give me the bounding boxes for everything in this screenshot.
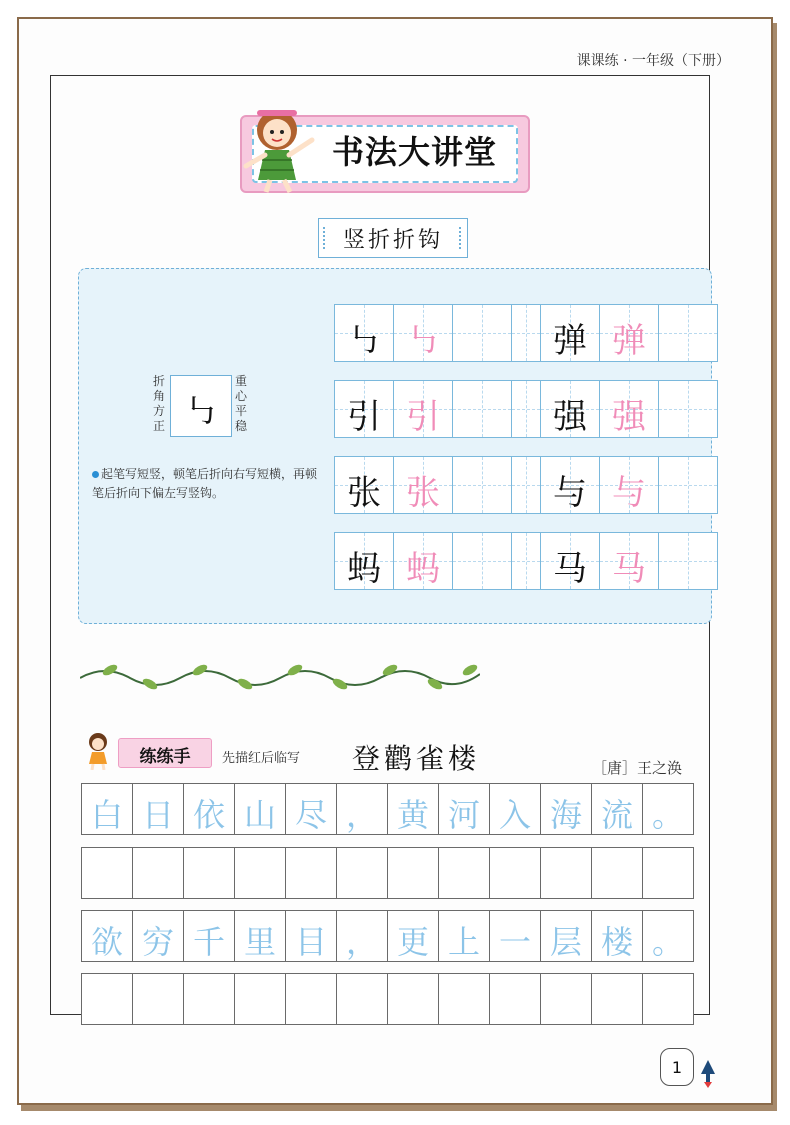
grid-cell-blank (658, 304, 718, 362)
poem-trace-character: ， (345, 796, 378, 834)
poem-grid-cell (438, 973, 490, 1025)
poem-grid-cell (336, 783, 388, 835)
poem-trace-character: 白 (90, 796, 123, 834)
poem-grid-cell (387, 783, 439, 835)
practice-label-text: 练练手 (139, 747, 191, 767)
poem-grid-cell (183, 910, 235, 962)
demo-stroke-char: ㇉ (184, 392, 218, 432)
poem-grid-cell (183, 847, 235, 899)
trace-character: 张 (406, 473, 440, 513)
practice-grid-row (335, 532, 718, 590)
page-number-box (660, 1048, 694, 1086)
grid-cell-left-trace (393, 532, 453, 590)
poem-grid-cell (183, 973, 235, 1025)
poem-grid-cell (489, 847, 541, 899)
grid-cell-blank (658, 532, 718, 590)
poem-grid-cell (540, 783, 592, 835)
trace-character: 强 (612, 397, 646, 437)
poem-grid-cell (540, 973, 592, 1025)
grid-cell-left-char (334, 456, 394, 514)
poem-author: ［唐］王之涣 (592, 759, 683, 777)
practice-grid-row (335, 380, 718, 438)
poem-trace-character: 黄 (396, 796, 429, 834)
poem-grid-cell (132, 910, 184, 962)
banner-title: 书法大讲堂 (332, 133, 498, 171)
model-character: 引 (347, 397, 381, 437)
grid-cell-left-char (334, 380, 394, 438)
poem-blank-row (82, 847, 694, 899)
poem-grid-cell (540, 910, 592, 962)
stroke-title: 竖折折钩 (342, 228, 443, 253)
vine-divider-icon (80, 662, 480, 690)
grid-cell-left-trace (393, 380, 453, 438)
poem-trace-character: 入 (498, 796, 531, 834)
grid-cell-blank (452, 456, 512, 514)
poem-trace-character: 上 (447, 923, 480, 961)
poem-grid-cell (642, 847, 694, 899)
grid-cell-left-char (334, 532, 394, 590)
poem-grid-cell (132, 847, 184, 899)
model-character: 张 (347, 473, 381, 513)
poem-grid-cell (438, 783, 490, 835)
stroke-title-box (318, 218, 468, 258)
model-character: 强 (553, 397, 587, 437)
poem-grid-cell (132, 783, 184, 835)
poem-trace-row (82, 910, 694, 962)
grid-cell-blank (658, 456, 718, 514)
grid-cell-blank (511, 380, 541, 438)
poem-trace-character: 流 (600, 796, 633, 834)
poem-grid-cell (81, 847, 133, 899)
poem-trace-character: 楼 (600, 923, 633, 961)
poem-trace-character: 依 (192, 796, 225, 834)
poem-trace-character: 层 (549, 923, 582, 961)
poem-trace-row (82, 783, 694, 835)
poem-grid-cell (642, 910, 694, 962)
poem-grid-cell (540, 847, 592, 899)
poem-trace-character: 尽 (294, 796, 327, 834)
title-deco-right (459, 227, 467, 249)
grid-cell-right-char (540, 456, 600, 514)
poem-grid-cell (234, 783, 286, 835)
practice-instruction: 先描红后临写 (222, 751, 301, 766)
poem-trace-character: 千 (192, 923, 225, 961)
grid-cell-blank (452, 380, 512, 438)
trace-character: 与 (612, 473, 646, 513)
model-character: 蚂 (347, 549, 381, 589)
poem-grid-cell (183, 783, 235, 835)
poem-grid-cell (336, 973, 388, 1025)
grid-cell-right-trace (599, 456, 659, 514)
grid-cell-blank (511, 304, 541, 362)
poem-trace-character: 穷 (141, 923, 174, 961)
poem-grid-cell (489, 783, 541, 835)
right-note: 重心平稳 (234, 374, 247, 433)
poem-title: 登鹳雀楼 (352, 742, 481, 775)
poem-trace-character: 一 (498, 923, 531, 961)
model-character: 弹 (553, 321, 587, 361)
poem-grid-cell (438, 847, 490, 899)
poem-grid-cell (489, 910, 541, 962)
poem-grid-cell (81, 973, 133, 1025)
trace-character: 蚂 (406, 549, 440, 589)
tip-text: 起笔写短竖，顿笔后折向右写短横，再顿笔后折向下偏左写竖钩。 (92, 467, 318, 500)
grid-cell-blank (452, 532, 512, 590)
grid-cell-blank (511, 456, 541, 514)
poem-grid-cell (387, 973, 439, 1025)
poem-grid-cell (234, 847, 286, 899)
poem-grid-cell (132, 973, 184, 1025)
trace-character: ㇉ (406, 321, 440, 361)
trace-character: 引 (406, 397, 440, 437)
poem-trace-character: 目 (294, 923, 327, 961)
grid-cell-blank (452, 304, 512, 362)
bullet-icon (92, 471, 99, 478)
poem-grid-cell (81, 783, 133, 835)
demo-stroke-box (170, 375, 232, 437)
trace-character: 马 (612, 549, 646, 589)
grid-cell-right-trace (599, 532, 659, 590)
grid-cell-left-char (334, 304, 394, 362)
poem-trace-character: 。 (651, 796, 684, 834)
grid-cell-blank (511, 532, 541, 590)
poem-trace-character: 日 (141, 796, 174, 834)
poem-grid-cell (336, 910, 388, 962)
grid-cell-right-trace (599, 380, 659, 438)
grid-cell-left-trace (393, 456, 453, 514)
poem-trace-character: 里 (243, 923, 276, 961)
poem-grid-cell (285, 847, 337, 899)
poem-trace-character: 河 (447, 796, 480, 834)
grid-cell-blank (658, 380, 718, 438)
poem-grid-cell (489, 973, 541, 1025)
poem-trace-character: 山 (243, 796, 276, 834)
poem-grid-cell (81, 910, 133, 962)
poem-trace-character: 。 (651, 923, 684, 961)
page-number: 1 (671, 1058, 683, 1077)
poem-grid-cell (285, 783, 337, 835)
poem-grid-cell (591, 973, 643, 1025)
poem-grid-cell (642, 973, 694, 1025)
poem-grid-cell (234, 910, 286, 962)
writing-tip (92, 465, 317, 503)
poem-grid-cell (336, 847, 388, 899)
poem-trace-character: 更 (396, 923, 429, 961)
left-note: 折角方正 (152, 374, 165, 433)
grid-cell-right-char (540, 380, 600, 438)
poem-grid-cell (387, 847, 439, 899)
poem-trace-character: 欲 (90, 923, 123, 961)
practice-grid-row (335, 304, 718, 362)
poem-grid-cell (234, 973, 286, 1025)
grid-cell-right-trace (599, 304, 659, 362)
lamp-icon (698, 1058, 718, 1088)
poem-grid-cell (285, 973, 337, 1025)
poem-trace-character: 海 (549, 796, 582, 834)
poem-grid-cell (591, 783, 643, 835)
grid-cell-right-char (540, 532, 600, 590)
model-character: 与 (553, 473, 587, 513)
poem-blank-row (82, 973, 694, 1025)
model-character: 马 (553, 549, 587, 589)
poem-grid-cell (387, 910, 439, 962)
book-series-title: 课课练 · 一年级（下册） (576, 53, 730, 69)
practice-grid-row (335, 456, 718, 514)
small-girl-icon (80, 730, 116, 770)
poem-grid-cell (591, 847, 643, 899)
poem-trace-character: ， (345, 923, 378, 961)
poem-grid-cell (591, 910, 643, 962)
model-character: ㇉ (347, 321, 381, 361)
trace-character: 弹 (612, 321, 646, 361)
cartoon-girl-icon (232, 100, 322, 195)
poem-grid-cell (438, 910, 490, 962)
grid-cell-right-char (540, 304, 600, 362)
poem-grid-cell (285, 910, 337, 962)
poem-grid-cell (642, 783, 694, 835)
practice-label (118, 738, 212, 768)
grid-cell-left-trace (393, 304, 453, 362)
